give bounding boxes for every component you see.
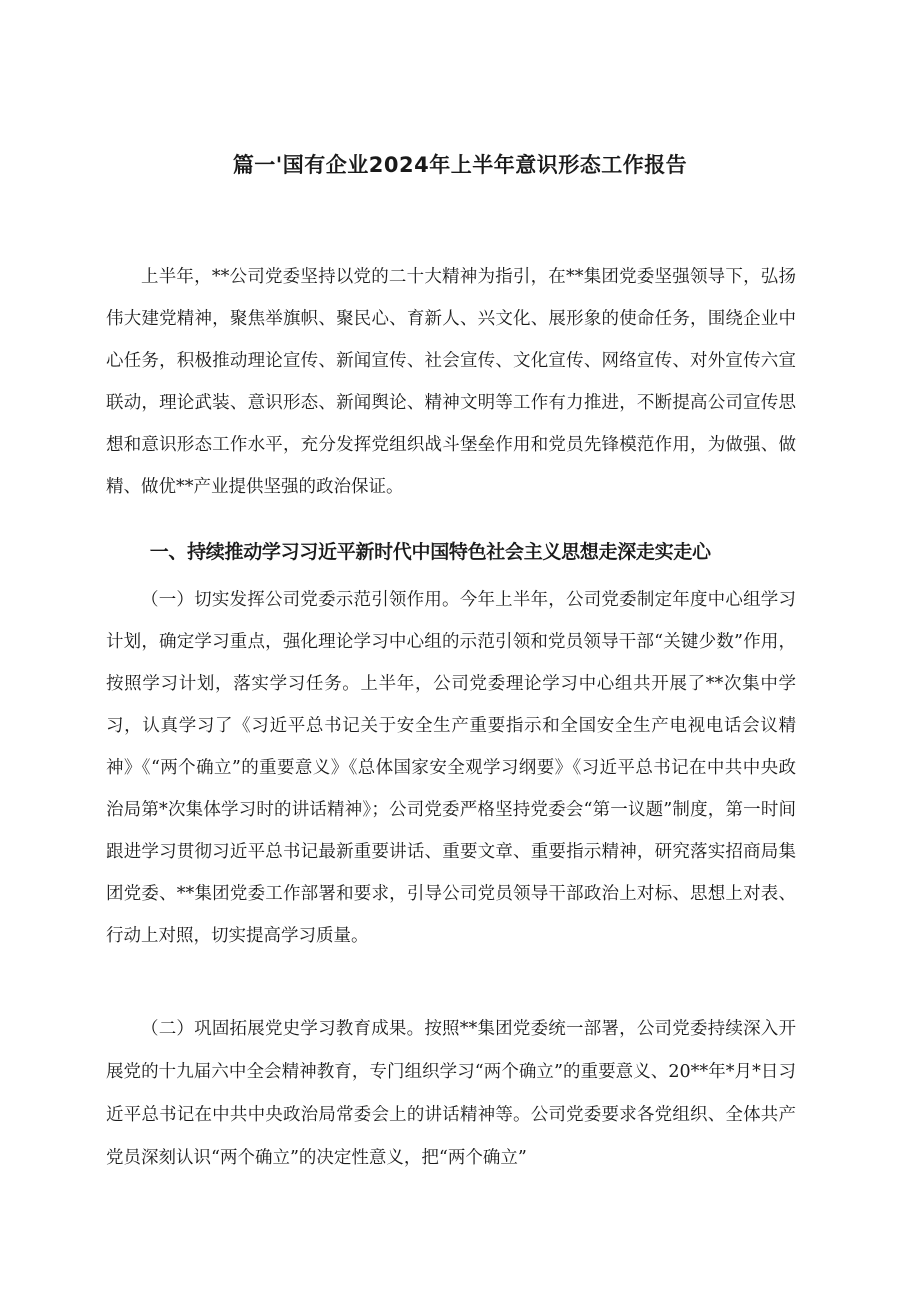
section-1-heading: 一、持续推动学习习近平新时代中国特色社会主义思想走深走实走心 [149,541,711,563]
section-1-paragraph-1: （一）切实发挥公司党委示范引领作用。今年上半年，公司党委制定年度中心组学习计划，确定学习重点，强化理论学习中心组的示范引领和党员领导干部“关键少数”作用，按照学习计划，落实学习任务。上半年，公司党委理论学习中心组共开展了**次集中学习，认真学习了《习近平总书记关于安全生产重要指示和全国安全生产电视电话会议精神》《“两个确立”的重要意义》《总体国家安全观学习纲要》《习近平总书记在中共中央政治局第*次集体学习时的讲话精神》；公司党委严格坚持党委会“第一议题”制度，第一时间跟进学习贯彻习近平总书记最新重要讲话、重要文章、重要指示精神，研究落实招商局集团党委、**集团党委工作部署和要求，引导公司党员领导干部政治上对标、思想上对表、行动上对照，切实提高学习质量。 [106,590,796,946]
document-title: 篇一'国有企业2024年上半年意识形态工作报告 [232,153,688,177]
section-1-paragraph-2: （二）巩固拓展党史学习教育成果。按照**集团党委统一部署，公司党委持续深入开展党的十九届六中全会精神教育，专门组织学习“两个确立”的重要意义、20**年*月*日习近平总书记在中共中央政治局常委会上的讲话精神等。公司党委要求各党组织、全体共产党员深刻认识“两个确立”的决定性意义，把“两个确立” [106,1019,796,1168]
intro-paragraph: 上半年，**公司党委坚持以党的二十大精神为指引，在**集团党委坚强领导下，弘扬伟大建党精神，聚焦举旗帜、聚民心、育新人、兴文化、展形象的使命任务，围绕企业中心任务，积极推动理论宣传、新闻宣传、社会宣传、文化宣传、网络宣传、对外宣传六宣联动，理论武装、意识形态、新闻舆论、精神文明等工作有力推进，不断提高公司宣传思想和意识形态工作水平，充分发挥党组织战斗堡垒作用和党员先锋模范作用，为做强、做精、做优**产业提供坚强的政治保证。 [106,267,796,497]
